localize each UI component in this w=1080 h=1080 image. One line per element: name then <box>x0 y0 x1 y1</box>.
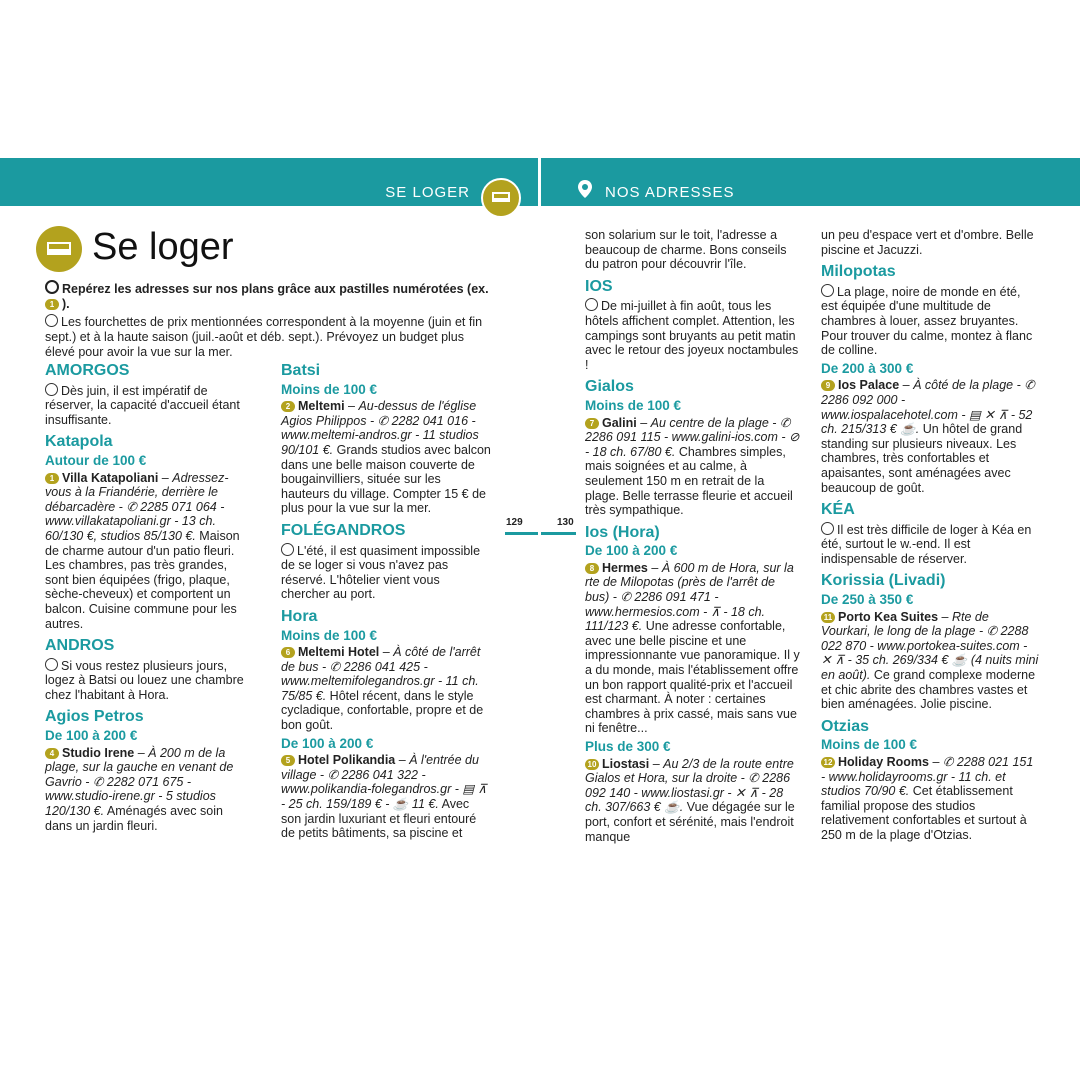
column-2 <box>281 356 491 845</box>
section-label: SE LOGER <box>385 184 470 201</box>
hotel-entry: 7 Galini – Au centre de la plage - ✆ 2286 091 115 - www.galini-ios.com - ⊘ - 18 ch. 67/80 €. Chambres simples, mais soignées et au calme, à seulement 150 m en retrait de la plage. Belle terrasse fleurie et accueil très sympathique. <box>585 415 800 518</box>
continued-text: un peu d'espace vert et d'ombre. Belle piscine et Jacuzzi. <box>821 228 1034 257</box>
hotel-entry: 12 Holiday Rooms – ✆ 2288 021 151 - www.holidayrooms.gr - 11 ch. et studios 70/90 €. Cet établissement familial propose des studios relativement confortables et surtout à 250 m de la plage d'Otzias. <box>821 755 1034 842</box>
town-heading: Gialos <box>585 378 634 396</box>
page-number-right: 130 <box>557 517 574 528</box>
map-pin-icon <box>578 180 592 198</box>
hotel-entry: 5 Hotel Polikandia – À l'entrée du village - ✆ 2286 041 322 - www.polikandia-folegandros.gr - ▤ ⊼ - 25 ch. 159/189 € - ☕ 11 €. Avec son jardin luxuriant et fleuri entouré de petits bâtiments, sa piscine et <box>281 753 487 841</box>
region-heading: AMORGOS <box>45 362 130 379</box>
price-heading: De 100 à 200 € <box>585 543 678 559</box>
bed-icon <box>481 178 521 218</box>
column-1 <box>45 356 250 837</box>
tip: La plage, noire de monde en été, est équipée d'une multitude de chambres à louer, assez bruyantes. Pour trouver du calme, montez à flanc de colline. <box>821 284 1033 358</box>
town-heading: Agios Petros <box>45 708 144 726</box>
tip: Il est très difficile de loger à Kéa en été, surtout le w.-end. Il est indispensable de réserver. <box>821 522 1032 566</box>
price-heading: De 250 à 350 € <box>821 592 914 608</box>
smiley-icon <box>821 522 834 535</box>
tip: Dès juin, il est impératif de réserver, la capacité d'accueil étant insuffisante. <box>45 383 240 427</box>
price-heading: Autour de 100 € <box>45 452 147 468</box>
smiley-icon <box>45 383 58 396</box>
smiley-icon <box>821 284 834 297</box>
price-heading: Moins de 100 € <box>585 397 682 413</box>
intro-bold: Repérez les adresses sur nos plans grâce aux pastilles numérotées (ex. 1 ). <box>45 280 495 312</box>
intro <box>45 280 495 360</box>
price-heading: Moins de 100 € <box>821 737 918 753</box>
hotel-entry: 10 Liostasi – Au 2/3 de la route entre Gialos et Hora, sur la droite - ✆ 2286 092 140 - www.liostasi.gr - ✕ ⊼ - 28 ch. 307/663 € ☕. Vue dégagée sur le port, confort et sérénité, mais l'endroit manque <box>585 756 795 844</box>
hotel-entry: 2 Meltemi – Au-dessus de l'église Agios Philippos - ✆ 2282 041 016 - www.meltemi-andros.gr - 11 studios 90/101 €. Grands studios avec balcon dans une belle maison couverte de bougainvilliers, située sur les hauteurs du village. Compter 15 € de plus pour la vue sur la mer. <box>281 399 491 516</box>
info-icon <box>45 280 59 294</box>
bed-title-icon <box>36 226 82 272</box>
region-heading: KÉA <box>821 501 855 519</box>
town-heading: Otzias <box>821 717 870 735</box>
intro-text: Les fourchettes de prix mentionnées correspondent à la moyenne (juin et fin sept.) et à la haute saison (juil.-août et déb. sept.). Prévoyez un budget plus élevé pour avoir la vue sur la mer. <box>45 315 483 359</box>
page-rule-left <box>505 532 538 535</box>
hotel-entry: 11 Porto Kea Suites – Rte de Vourkari, le long de la plage - ✆ 2288 022 870 - www.portokea-suites.com - ✕ ⊼ - 35 ch. 269/334 € ☕ (4 nuits mini en août). Ce grand complexe moderne et chic abrite des chambres vastes et bien aménagées. Jolie piscine. <box>821 609 1039 712</box>
smiley-icon <box>45 658 58 671</box>
price-heading: De 100 à 200 € <box>281 735 374 751</box>
column-3 <box>585 228 800 848</box>
town-heading: Ios (Hora) <box>585 523 660 541</box>
column-4 <box>821 228 1039 847</box>
hotel-entry: 4 Studio Irene – À 200 m de la plage, sur la gauche en venant de Gavrio - ✆ 2282 071 675 - www.studio-irene.gr - 5 studios 120/130 €. Aménagés avec soin dans un jardin fleuri. <box>45 745 234 833</box>
page-number-left: 129 <box>506 517 523 528</box>
price-heading: Plus de 300 € <box>585 739 671 754</box>
region-heading: ANDROS <box>45 637 115 655</box>
smiley-icon <box>585 298 598 311</box>
header-band-left <box>0 158 538 206</box>
town-heading: Batsi <box>281 362 321 379</box>
price-heading: De 100 à 200 € <box>45 728 138 744</box>
page-title: Se loger <box>92 226 234 268</box>
hotel-entry: 1 Villa Katapoliani – Adressez-vous à la Friandérie, derrière le débarcadère - ✆ 2285 071 064 - www.villakatapoliani.gr - 13 ch. 60/130 €, studios 85/130 €. Maison de charme autour d'un patio fleuri. Les chambres, pas très grandes, sont bien équipées (frigo, plaque, sèche-cheveux) et comportent un balcon. Cuisine commune pour les autres. <box>45 470 240 631</box>
tip: Si vous restez plusieurs jours, logez à Batsi ou louez une chambre chez l'habitant à Hora. <box>45 658 244 702</box>
town-heading: Korissia (Livadi) <box>821 572 946 590</box>
price-heading: Moins de 100 € <box>281 381 378 397</box>
smiley-icon <box>45 314 58 327</box>
town-heading: Hora <box>281 607 318 625</box>
continued-text: son solarium sur le toit, l'adresse a beaucoup de charme. Bons conseils du patron pour découvrir l'île. <box>585 228 787 272</box>
section-label-addresses: NOS ADRESSES <box>605 184 735 201</box>
town-heading: Katapola <box>45 433 113 451</box>
region-heading: FOLÉGANDROS <box>281 521 406 539</box>
smiley-icon <box>281 543 294 556</box>
hotel-entry: 9 Ios Palace – À côté de la plage - ✆ 2286 092 000 - www.iospalacehotel.com - ▤ ✕ ⊼ - 52 ch. 215/313 € ☕. Un hôtel de grand standing sur plusieurs niveaux. Les chambres, très confortables et apaisantes, sont aménagées avec beaucoup de goût. <box>821 378 1035 495</box>
region-heading: IOS <box>585 277 613 295</box>
price-heading: Moins de 100 € <box>281 627 378 643</box>
town-heading: Milopotas <box>821 263 896 281</box>
hotel-entry: 6 Meltemi Hotel – À côté de l'arrêt de bus - ✆ 2286 041 425 - www.meltemifolegandros.gr - 11 ch. 75/85 €. Hôtel récent, dans le style cycladique, confortable, propre et de bon goût. <box>281 645 484 733</box>
header-band-right <box>541 158 1080 206</box>
page-rule-right <box>541 532 576 535</box>
price-heading: De 200 à 300 € <box>821 360 914 376</box>
tip: De mi-juillet à fin août, tous les hôtels affichent complet. Attention, les campings sont bruyants au petit matin avec le retour des joyeux noctambules ! <box>585 299 799 372</box>
hotel-entry: 8 Hermes – À 600 m de Hora, sur la rte de Milopotas (près de l'arrêt de bus) - ✆ 2286 091 471 - www.hermesios.com - ⊼ - 18 ch. 111/123 €. Une adresse confortable, avec une belle piscine et une impressionnante vue panoramique. Il y a du monde, mais l'établissement offre un bon rapport qualité-prix et l'accueil est charmant. À noter : certaines chambres à prix cassé, mais sans vue ni fenêtre... <box>585 560 800 736</box>
tip: L'été, il est quasiment impossible de se loger si vous n'avez pas réservé. L'hôtelier vient vous chercher au port. <box>281 543 481 602</box>
